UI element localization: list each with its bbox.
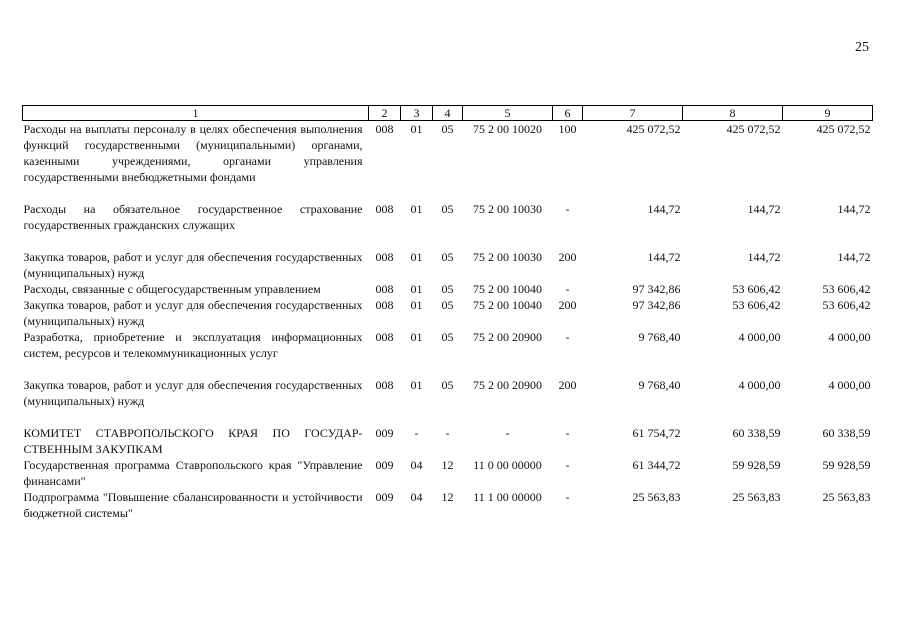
table-row <box>23 329 873 377</box>
cell-amount-8: 60 338,59 <box>732 426 781 440</box>
column-header: 4 <box>433 106 463 121</box>
cell-amount-9: 144,72 <box>837 250 871 264</box>
cell-subsection: 05 <box>441 282 454 296</box>
cell-ministry: 008 <box>375 122 394 136</box>
cell-expense-type: - <box>565 282 570 296</box>
cell-target: - <box>505 426 510 440</box>
row-name: Расходы на обязательное государственное страхование государственных гражданских служащих <box>23 202 363 232</box>
cell-amount-7: 9 768,40 <box>638 378 681 392</box>
cell-expense-type: 100 <box>558 122 577 136</box>
cell-amount-7: 425 072,52 <box>626 122 681 136</box>
column-header: 5 <box>463 106 553 121</box>
cell-target: 75 2 00 10040 <box>473 298 542 312</box>
cell-amount-9: 53 606,42 <box>822 282 871 296</box>
cell-amount-8: 425 072,52 <box>726 122 781 136</box>
column-header: 3 <box>401 106 433 121</box>
row-name: Разработка, приобретение и эксплуатация информационных систем, ресурсов и телекоммуникационных услуг <box>23 330 363 360</box>
cell-amount-9: 59 928,59 <box>822 458 871 472</box>
cell-ministry: 008 <box>375 378 394 392</box>
page-number: 25 <box>855 40 869 55</box>
cell-section: 01 <box>410 378 423 392</box>
budget-table <box>22 105 873 521</box>
cell-amount-9: 53 606,42 <box>822 298 871 312</box>
cell-amount-9: 4 000,00 <box>828 378 871 392</box>
cell-section: 01 <box>410 202 423 216</box>
cell-target: 11 1 00 00000 <box>473 490 542 504</box>
cell-amount-7: 61 344,72 <box>632 458 681 472</box>
cell-subsection: 05 <box>441 330 454 344</box>
cell-subsection: 12 <box>441 490 454 504</box>
table-row <box>23 425 873 457</box>
cell-amount-7: 9 768,40 <box>638 330 681 344</box>
cell-section: 01 <box>410 330 423 344</box>
row-name: Расходы на выплаты персоналу в целях обеспечения выполнения функций государственными (муниципальными) органами, казенными учреждениями, органами управления государственными внебюджетными фондами <box>23 122 363 184</box>
cell-section: 04 <box>410 458 423 472</box>
cell-section: 01 <box>410 250 423 264</box>
cell-expense-type: 200 <box>558 378 577 392</box>
cell-ministry: 009 <box>375 458 394 472</box>
row-name: Подпрограмма "Повышение сбалансированности и устойчивости бюджетной системы" <box>23 490 363 520</box>
cell-subsection: 05 <box>441 298 454 312</box>
cell-subsection: 05 <box>441 202 454 216</box>
cell-ministry: 008 <box>375 250 394 264</box>
cell-section: 01 <box>410 122 423 136</box>
cell-amount-7: 61 754,72 <box>632 426 681 440</box>
cell-target: 75 2 00 20900 <box>473 330 542 344</box>
cell-amount-9: 144,72 <box>837 202 871 216</box>
cell-expense-type: 200 <box>558 298 577 312</box>
cell-amount-8: 59 928,59 <box>732 458 781 472</box>
cell-ministry: 009 <box>375 426 394 440</box>
cell-ministry: 008 <box>375 202 394 216</box>
row-name: Закупка товаров, работ и услуг для обеспечения государственных (муниципальных) нужд <box>23 378 363 408</box>
cell-target: 75 2 00 10020 <box>473 122 542 136</box>
cell-amount-9: 25 563,83 <box>822 490 871 504</box>
table-row <box>23 377 873 425</box>
table-row <box>23 297 873 329</box>
table-row <box>23 281 873 297</box>
cell-expense-type: - <box>565 330 570 344</box>
cell-amount-9: 60 338,59 <box>822 426 871 440</box>
row-name: Закупка товаров, работ и услуг для обеспечения государственных (муниципальных) нужд <box>23 298 363 328</box>
table-row <box>23 121 873 202</box>
cell-subsection: 05 <box>441 122 454 136</box>
cell-section: - <box>414 426 419 440</box>
column-header: 6 <box>553 106 583 121</box>
cell-amount-8: 53 606,42 <box>732 282 781 296</box>
table-row <box>23 201 873 249</box>
cell-ministry: 008 <box>375 282 394 296</box>
cell-amount-7: 25 563,83 <box>632 490 681 504</box>
cell-target: 75 2 00 10040 <box>473 282 542 296</box>
table-row <box>23 489 873 521</box>
row-name: Государственная программа Ставропольского края "Управление финансами" <box>23 458 363 488</box>
cell-section: 04 <box>410 490 423 504</box>
cell-subsection: 05 <box>441 250 454 264</box>
cell-target: 75 2 00 10030 <box>473 250 542 264</box>
table-header-row <box>23 106 873 121</box>
column-header: 2 <box>369 106 401 121</box>
column-header: 7 <box>583 106 683 121</box>
cell-section: 01 <box>410 282 423 296</box>
cell-amount-9: 4 000,00 <box>828 330 871 344</box>
table-row <box>23 249 873 281</box>
cell-amount-9: 425 072,52 <box>816 122 871 136</box>
cell-subsection: - <box>445 426 450 440</box>
column-header: 8 <box>683 106 783 121</box>
cell-amount-7: 97 342,86 <box>632 282 681 296</box>
column-header: 9 <box>783 106 873 121</box>
cell-amount-7: 144,72 <box>647 250 681 264</box>
cell-target: 75 2 00 20900 <box>473 378 542 392</box>
cell-expense-type: - <box>565 202 570 216</box>
cell-amount-8: 144,72 <box>747 250 781 264</box>
table-row <box>23 457 873 489</box>
row-name: Расходы, связанные с общегосударственным управлением <box>23 282 321 296</box>
cell-expense-type: - <box>565 458 570 472</box>
cell-amount-7: 97 342,86 <box>632 298 681 312</box>
column-header: 1 <box>23 106 369 121</box>
cell-amount-8: 4 000,00 <box>738 378 781 392</box>
cell-expense-type: - <box>565 490 570 504</box>
row-name: КОМИТЕТ СТАВРОПОЛЬСКОГО КРАЯ ПО ГОСУДАР-СТВЕННЫМ ЗАКУПКАМ <box>23 426 363 456</box>
cell-expense-type: - <box>565 426 570 440</box>
row-name: Закупка товаров, работ и услуг для обеспечения государственных (муниципальных) нужд <box>23 250 363 280</box>
cell-amount-7: 144,72 <box>647 202 681 216</box>
cell-ministry: 009 <box>375 490 394 504</box>
cell-expense-type: 200 <box>558 250 577 264</box>
cell-subsection: 05 <box>441 378 454 392</box>
cell-amount-8: 144,72 <box>747 202 781 216</box>
cell-amount-8: 53 606,42 <box>732 298 781 312</box>
cell-ministry: 008 <box>375 298 394 312</box>
cell-subsection: 12 <box>441 458 454 472</box>
cell-section: 01 <box>410 298 423 312</box>
cell-target: 75 2 00 10030 <box>473 202 542 216</box>
cell-amount-8: 4 000,00 <box>738 330 781 344</box>
cell-target: 11 0 00 00000 <box>473 458 542 472</box>
cell-amount-8: 25 563,83 <box>732 490 781 504</box>
cell-ministry: 008 <box>375 330 394 344</box>
